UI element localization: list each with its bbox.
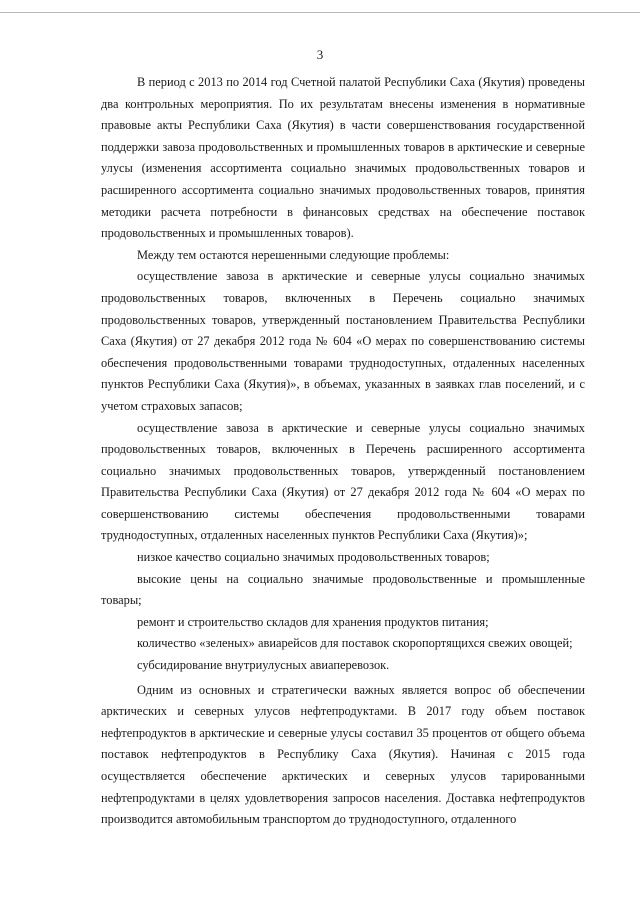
list-item-extended-assortment: осуществление завоза в арктические и северные улусы социально значимых продовольственных товаров, включенных в Перечень расширенного ассортимента социально значимых продовольственных товаров, утвержденный постановлением Правительства Республики Саха (Якутия) от 27 декабря 2012 года № 604 «О мерах по совершенствованию системы обеспечения продовольственными товарами труднодоступных, отдаленных населенных пунктов Республики Саха (Якутия)»; [101, 420, 585, 543]
page-number: 3 [316, 47, 324, 62]
paragraph-problems-intro: Между тем остаются нерешенными следующие проблемы: [137, 247, 450, 262]
list-item-high-prices: высокие цены на социально значимые продовольственные и промышленные товары; [101, 571, 585, 608]
list-item-air-subsidy: субсидирование внутриулусных авиаперевозок. [137, 658, 390, 673]
list-item-low-quality: низкое качество социально значимых продовольственных товаров; [137, 550, 490, 565]
paragraph-petroleum-supply: Одним из основных и стратегически важных является вопрос об обеспечении арктических и северных улусов нефтепродуктами. В 2017 году объем поставок нефтепродуктов в арктические и северные улусы составил 35 процентов от общего объема поставок нефтепродуктов в Республику Саха (Якутия). Начиная с 2015 года осуществляется обеспечение арктических и северных улусов тарированными нефтепродуктами в целях удовлетворения запросов населения. Доставка нефтепродуктов производится автомобильным транспортом до труднодоступного, отдаленного [101, 682, 585, 827]
list-item-warehouses: ремонт и строительство складов для хранения продуктов питания; [137, 614, 489, 629]
list-item-food-delivery: осуществление завоза в арктические и северные улусы социально значимых продовольственных товаров, включенных в Перечень социально значимых продовольственных товаров, утвержденный постановлением Правительства Республики Саха (Якутия) от 27 декабря 2012 года № 604 «О мерах по совершенствованию системы обеспечения продовольственными товарами труднодоступных, отдаленных населенных пунктов Республики Саха (Якутия)», в объемах, указанных в заявках глав поселений, и с учетом страховых запасов; [101, 269, 585, 413]
paragraph-audit-events: В период с 2013 по 2014 год Счетной палатой Республики Саха (Якутия) проведены два контрольных мероприятия. По их результатам внесены изменения в нормативные правовые акты Республики Саха (Якутия) в части совершенствования государственной поддержки завоза продовольственных и промышленных товаров в арктические и северные улусы (изменения ассортимента социально значимых продовольственных товаров и расширенного ассортимента социально значимых продовольственных товаров, принятия методики расчета потребности в финансовых средствах на обеспечение поставок продовольственных и промышленных товаров). [101, 75, 585, 241]
top-rule [0, 12, 640, 13]
list-item-green-flights: количество «зеленых» авиарейсов для поставок скоропортящихся свежих овощей; [137, 636, 573, 651]
document-body [101, 72, 585, 831]
